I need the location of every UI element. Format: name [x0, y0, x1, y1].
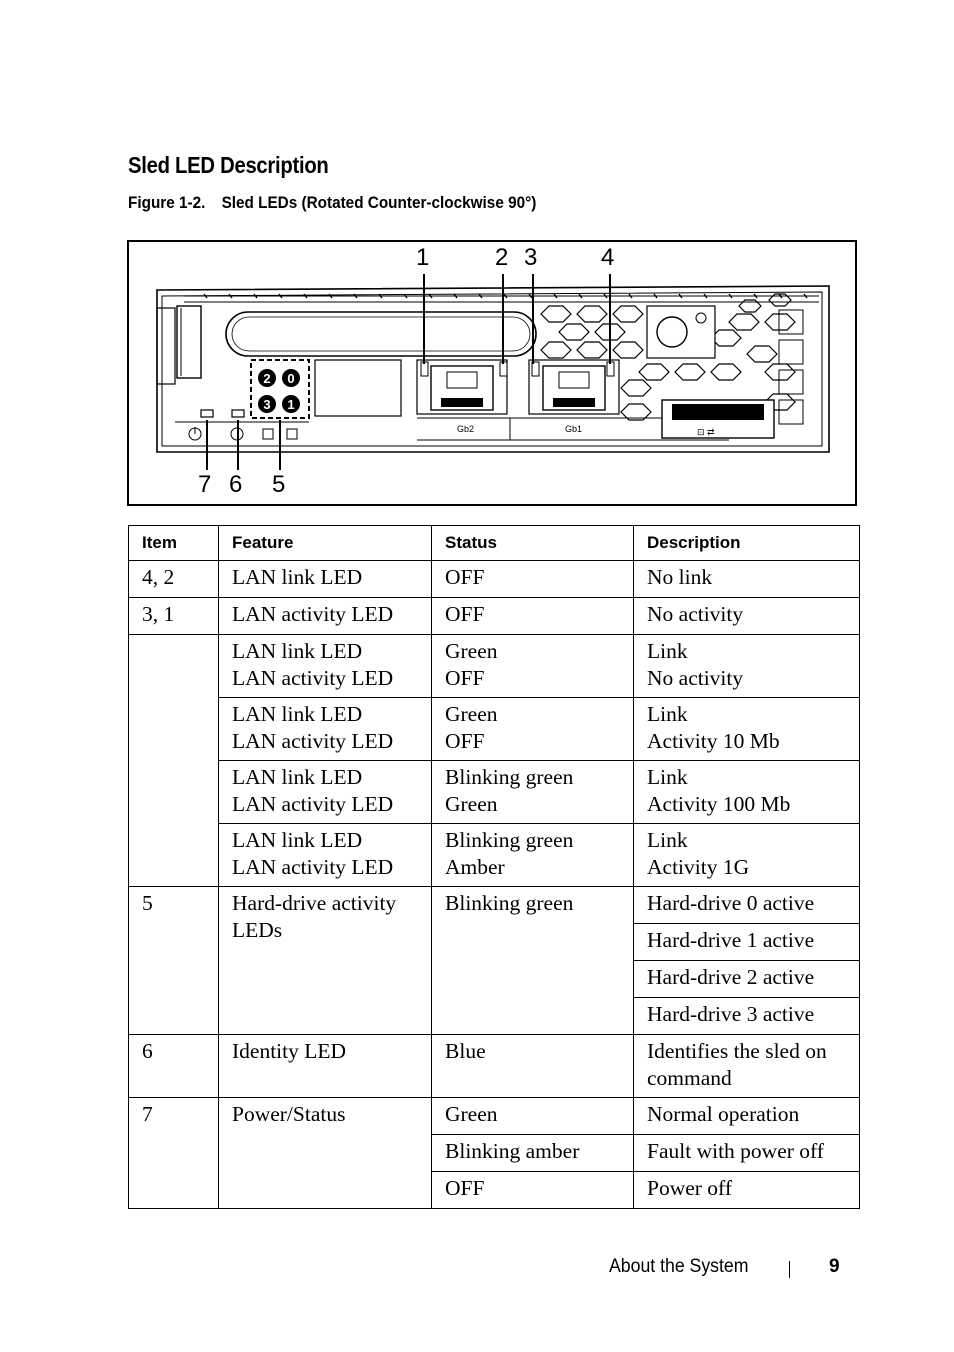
- cell-status: OFF: [432, 561, 634, 598]
- table-row: [129, 761, 860, 824]
- cell-item: 6: [129, 1035, 219, 1098]
- drive-number-0: 0: [287, 371, 295, 386]
- cell-item: 7: [129, 1098, 219, 1209]
- header-feature: Feature: [219, 526, 432, 561]
- port-label-gb2: Gb2: [457, 424, 475, 434]
- cell-feature: LAN link LED LAN activity LED: [219, 761, 432, 824]
- header-status: Status: [432, 526, 634, 561]
- cell-status: Blinking green: [432, 887, 634, 1035]
- callout-5: 5: [272, 471, 286, 498]
- page-number: 9: [829, 1256, 840, 1277]
- hard-drive-icon: [287, 429, 297, 439]
- cell-description: Normal operation: [634, 1098, 860, 1135]
- port-label-gb1: Gb1: [565, 424, 583, 434]
- table-row: [129, 635, 860, 698]
- cell-item: 3, 1: [129, 598, 219, 635]
- power-status-led: [201, 410, 213, 417]
- table-header-row: [129, 526, 860, 561]
- cell-description: Power off: [634, 1172, 860, 1209]
- lan-link-led-4: [607, 362, 614, 376]
- table-row: [129, 1035, 860, 1098]
- cell-status: Blinking green Amber: [432, 824, 634, 887]
- cell-description: Hard-drive 2 active: [634, 961, 860, 998]
- cell-feature: Hard-drive activity LEDs: [219, 887, 432, 1035]
- callout-2: 2: [495, 244, 509, 271]
- lan-link-led-2: [500, 362, 507, 376]
- cell-description: Hard-drive 1 active: [634, 924, 860, 961]
- led-table: [128, 525, 860, 1209]
- cell-feature: LAN link LED LAN activity LED: [219, 824, 432, 887]
- cell-status: Blue: [432, 1035, 634, 1098]
- table-row: [129, 598, 860, 635]
- callout-1: 1: [416, 244, 430, 271]
- cell-description: Identifies the sled on command: [634, 1035, 860, 1098]
- table-row: [129, 561, 860, 598]
- figure-label: Figure 1-2.: [128, 193, 206, 212]
- header-item: Item: [129, 526, 219, 561]
- identity-led: [232, 410, 244, 417]
- drive-number-3: 3: [263, 397, 271, 412]
- table-row: [129, 887, 860, 924]
- lan-activity-led-3: [532, 362, 539, 376]
- cell-description: No activity: [634, 598, 860, 635]
- header-description: Description: [634, 526, 860, 561]
- cell-feature: Power/Status: [219, 1098, 432, 1209]
- cell-status: Blinking green Green: [432, 761, 634, 824]
- cell-feature: LAN link LED LAN activity LED: [219, 635, 432, 698]
- drive-number-1: 1: [287, 397, 295, 412]
- figure-caption: [128, 193, 536, 213]
- callout-6: 6: [229, 471, 243, 498]
- drive-number-2: 2: [263, 371, 271, 386]
- table-row: [129, 1098, 860, 1135]
- hard-drive-icon: [263, 429, 273, 439]
- cell-status: Green OFF: [432, 698, 634, 761]
- cell-status: Green OFF: [432, 635, 634, 698]
- callout-4: 4: [601, 244, 615, 271]
- cell-item: 4, 2: [129, 561, 219, 598]
- table-row: [129, 824, 860, 887]
- usb-icon: ⊡ ⇄: [697, 427, 715, 437]
- cell-description: Hard-drive 0 active: [634, 887, 860, 924]
- lan-activity-led-1: [421, 362, 428, 376]
- cell-feature: Identity LED: [219, 1035, 432, 1098]
- cell-description: Link No activity: [634, 635, 860, 698]
- figure-caption-text: Sled LEDs (Rotated Counter-clockwise 90°): [221, 193, 537, 212]
- cell-feature: LAN link LED: [219, 561, 432, 598]
- cell-status: OFF: [432, 1172, 634, 1209]
- callout-3: 3: [524, 244, 538, 271]
- cell-item: [129, 635, 219, 887]
- cell-status: OFF: [432, 598, 634, 635]
- cell-description: Link Activity 1G: [634, 824, 860, 887]
- sled-illustration: [129, 242, 855, 504]
- sled-figure: [127, 240, 857, 506]
- footer-divider: [789, 1261, 790, 1278]
- footer-section-title: About the System: [609, 1256, 749, 1277]
- section-title: Sled LED Description: [128, 152, 329, 178]
- power-button: [657, 317, 687, 347]
- callout-7: 7: [198, 471, 212, 498]
- table-row: [129, 698, 860, 761]
- cell-status: Green: [432, 1098, 634, 1135]
- cell-status: Blinking amber: [432, 1135, 634, 1172]
- cell-item: 5: [129, 887, 219, 1035]
- cell-description: Link Activity 10 Mb: [634, 698, 860, 761]
- cell-description: No link: [634, 561, 860, 598]
- cell-description: Link Activity 100 Mb: [634, 761, 860, 824]
- cell-description: Fault with power off: [634, 1135, 860, 1172]
- cell-feature: LAN link LED LAN activity LED: [219, 698, 432, 761]
- cell-description: Hard-drive 3 active: [634, 998, 860, 1035]
- cell-feature: LAN activity LED: [219, 598, 432, 635]
